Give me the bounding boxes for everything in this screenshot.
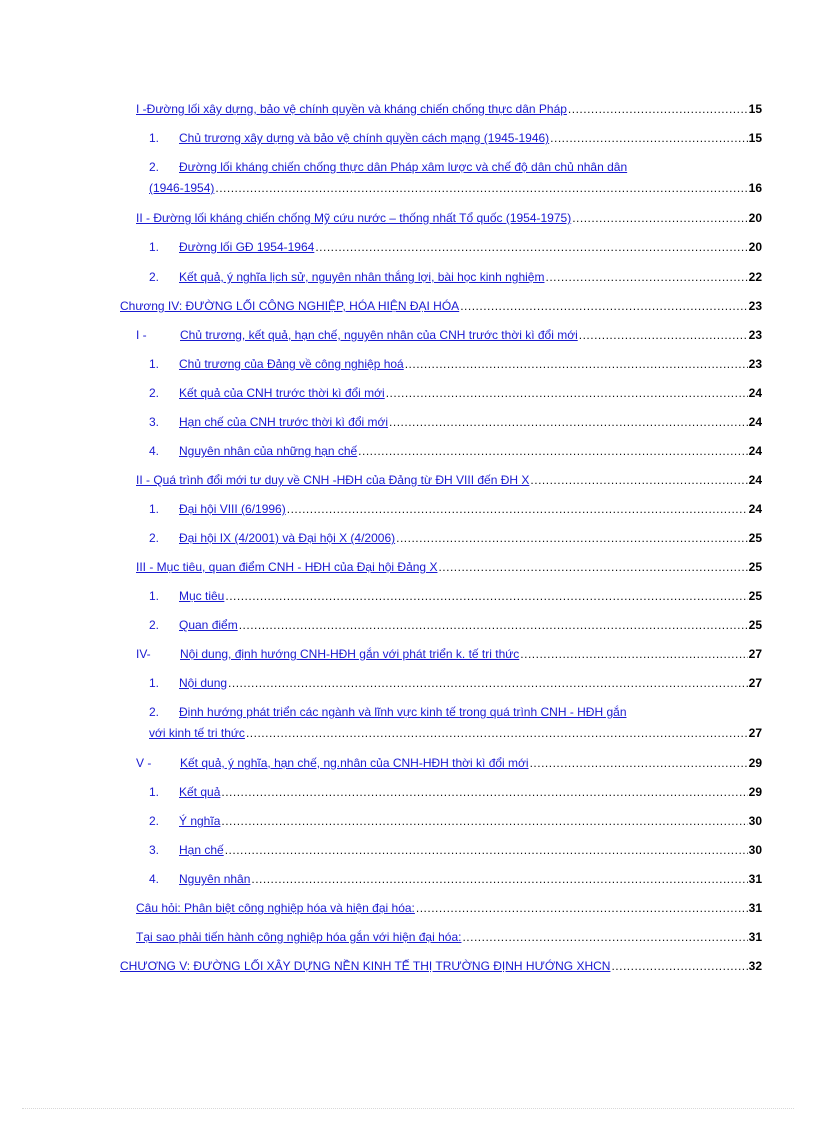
toc-entry-title: Ý nghĩa	[179, 814, 221, 828]
toc-entry-title: Nguyên nhân của những hạn chế	[179, 444, 358, 458]
toc-page-number: 25	[748, 560, 762, 574]
toc-entry-title: Hạn chế	[179, 843, 224, 857]
toc-entry-link[interactable]	[120, 959, 610, 973]
toc-page-number: 30	[748, 814, 762, 828]
toc-entry[interactable]	[120, 211, 762, 225]
toc-entry-title: Đại hội VIII (6/1996)	[179, 502, 286, 516]
toc-dot-leader	[438, 560, 747, 574]
toc-dot-leader	[221, 785, 747, 799]
toc-entry[interactable]	[120, 901, 762, 915]
toc-entry-title: Nội dung, định hướng CNH-HĐH gắn với phát triển k. tế tri thức	[180, 647, 520, 661]
toc-entry-link[interactable]	[149, 240, 314, 254]
toc-entry-title: Kết quả, ý nghĩa, hạn chế, ng.nhân của CNH-HĐH thời kì đổi mới	[180, 756, 529, 770]
toc-dot-leader	[416, 901, 748, 915]
toc-entry[interactable]	[120, 814, 762, 828]
toc-entry-number: 2.	[149, 270, 160, 284]
toc-dot-leader	[239, 618, 748, 632]
toc-entry-link-continued[interactable]	[149, 181, 214, 195]
page-footer-divider	[22, 1108, 794, 1109]
toc-page-number: 22	[748, 270, 762, 284]
toc-entry-number: 1.	[149, 240, 160, 254]
toc-entry-link[interactable]	[149, 676, 227, 690]
toc-entry-number: 2.	[149, 386, 160, 400]
toc-entry[interactable]	[120, 959, 762, 973]
toc-entry[interactable]	[120, 357, 762, 371]
toc-entry-title: CHƯƠNG V: ĐƯỜNG LỐI XÂY DỰNG NỀN KINH TẾ THỊ TRƯỜNG ĐỊNH HƯỚNG XHCN	[120, 959, 611, 973]
toc-dot-leader	[611, 959, 747, 973]
toc-dot-leader	[221, 814, 747, 828]
toc-entry[interactable]	[120, 160, 762, 195]
toc-entry-title-continued: (1946-1954)	[149, 181, 215, 195]
toc-entry-link[interactable]	[149, 589, 224, 603]
toc-dot-leader	[315, 240, 747, 254]
toc-entry-title: Đại hội IX (4/2001) và Đại hội X (4/2006)	[179, 531, 396, 545]
toc-entry-link[interactable]	[136, 560, 437, 574]
toc-entry-title: Định hướng phát triển các ngành và lĩnh vực kinh tế trong quá trình CNH - HĐH gắn	[179, 705, 627, 719]
toc-entry[interactable]	[120, 843, 762, 857]
toc-dot-leader	[396, 531, 748, 545]
toc-entry-link[interactable]	[136, 901, 415, 915]
toc-entry-link[interactable]	[149, 618, 238, 632]
toc-entry-link[interactable]	[149, 415, 388, 429]
toc-entry[interactable]	[120, 618, 762, 632]
toc-entry-number: 4.	[149, 872, 160, 886]
toc-entry-link[interactable]	[149, 502, 286, 516]
toc-page-number: 31	[748, 901, 762, 915]
toc-entry-number: 1.	[149, 676, 160, 690]
toc-entry-title: Chủ trương xây dựng và bảo vệ chính quyền cách mạng (1945-1946)	[179, 131, 550, 145]
toc-entry[interactable]	[120, 785, 762, 799]
toc-page-number: 20	[748, 240, 762, 254]
toc-entry-number: 4.	[149, 444, 160, 458]
toc-entry-title-continued: với kinh tế tri thức	[149, 726, 245, 740]
toc-page-number: 23	[748, 357, 762, 371]
toc-entry[interactable]	[120, 270, 762, 284]
toc-dot-leader	[462, 930, 747, 944]
toc-dot-leader	[520, 647, 747, 661]
toc-entry-link[interactable]	[149, 872, 250, 886]
toc-dot-leader	[579, 328, 748, 342]
toc-dot-leader	[568, 102, 748, 116]
toc-entry-number: 2.	[149, 618, 160, 632]
toc-page-number: 25	[748, 589, 762, 603]
toc-entry-link[interactable]	[136, 328, 578, 342]
toc-page-number: 32	[748, 959, 762, 973]
toc-dot-leader	[225, 589, 747, 603]
toc-page-number: 31	[748, 930, 762, 944]
toc-entry[interactable]	[120, 102, 762, 116]
toc-entry-title: Kết quả, ý nghĩa lịch sử, nguyên nhân thắng lợi, bài học kinh nghiệm	[179, 270, 545, 284]
toc-entry[interactable]	[120, 531, 762, 545]
toc-page-number: 16	[748, 181, 762, 195]
toc-page-number: 20	[748, 211, 762, 225]
toc-entry-title: Kết quả	[179, 785, 221, 799]
toc-entry[interactable]	[120, 415, 762, 429]
toc-entry-title: Chương IV: ĐƯỜNG LỐI CÔNG NGHIỆP, HÓA HIỆN ĐẠI HÓA	[120, 299, 460, 313]
toc-dot-leader	[405, 357, 748, 371]
toc-entry[interactable]	[120, 560, 762, 574]
toc-dot-leader	[530, 473, 747, 487]
toc-entry-number: IV-	[136, 647, 151, 661]
toc-entry-title: Nguyên nhân	[179, 872, 251, 886]
toc-entry[interactable]	[120, 473, 762, 487]
toc-page-number: 25	[748, 618, 762, 632]
toc-entry-title: Kết quả của CNH trước thời kì đổi mới	[179, 386, 385, 400]
toc-entry-link[interactable]	[136, 473, 529, 487]
toc-entry[interactable]	[120, 647, 762, 661]
toc-dot-leader	[389, 415, 748, 429]
toc-entry-number: 1.	[149, 131, 160, 145]
toc-page-number: 15	[748, 131, 762, 145]
toc-entry-number: I -	[136, 328, 147, 342]
toc-page-number: 25	[748, 531, 762, 545]
toc-entry-number: 2.	[149, 705, 160, 719]
toc-entry-link[interactable]	[149, 785, 220, 799]
toc-entry[interactable]	[120, 328, 762, 342]
toc-entry-number: V -	[136, 756, 152, 770]
toc-entry-number: 1.	[149, 357, 160, 371]
toc-entry-link[interactable]	[149, 357, 404, 371]
toc-page-number: 24	[748, 386, 762, 400]
toc-entry-link[interactable]	[149, 705, 627, 719]
toc-entry-title: Nội dung	[179, 676, 228, 690]
toc-page-number: 27	[748, 676, 762, 690]
toc-dot-leader	[228, 676, 748, 690]
toc-page-number: 23	[748, 299, 762, 313]
toc-entry-number: 1.	[149, 785, 160, 799]
toc-entry-title: III - Mục tiêu, quan điểm CNH - HĐH của Đại hội Đảng X	[136, 560, 438, 574]
toc-dot-leader	[246, 726, 748, 740]
toc-entry-title: Đường lối kháng chiến chống thực dân Pháp xâm lược và chế độ dân chủ nhân dân	[179, 160, 628, 174]
toc-dot-leader	[287, 502, 748, 516]
toc-entry-link[interactable]	[136, 756, 529, 770]
toc-entry-title: Mục tiêu	[179, 589, 225, 603]
toc-entry-number: 2.	[149, 160, 160, 174]
toc-entry-link[interactable]	[136, 930, 461, 944]
toc-entry-title: Chủ trương của Đảng về công nghiệp hoá	[179, 357, 404, 371]
toc-page-number: 24	[748, 473, 762, 487]
toc-entry[interactable]	[120, 872, 762, 886]
toc-page-number: 23	[748, 328, 762, 342]
toc-entry-link[interactable]	[149, 444, 357, 458]
toc-entry-title: I -Đường lối xây dựng, bảo vệ chính quyền và kháng chiến chống thực dân Pháp	[136, 102, 567, 116]
toc-entry-link[interactable]	[136, 211, 571, 225]
toc-entry-link[interactable]	[149, 270, 544, 284]
toc-entry[interactable]	[120, 930, 762, 944]
toc-entry-link[interactable]	[149, 531, 395, 545]
toc-entry-title: II - Quá trình đổi mới tư duy về CNH -HĐH của Đảng từ ĐH VIII đến ĐH X	[136, 473, 530, 487]
toc-entry-title: II - Đường lối kháng chiến chống Mỹ cứu nước – thống nhất Tổ quốc (1954-1975)	[136, 211, 572, 225]
toc-entry-number: 2.	[149, 531, 160, 545]
toc-page-number: 24	[748, 502, 762, 516]
toc-page-number: 15	[748, 102, 762, 116]
toc-entry[interactable]	[120, 676, 762, 690]
toc-entry-title: Chủ trương, kết quả, hạn chế, nguyên nhân của CNH trước thời kì đổi mới	[180, 328, 578, 342]
toc-entry-link[interactable]	[149, 131, 549, 145]
toc-entry[interactable]	[120, 502, 762, 516]
toc-page-number: 27	[748, 647, 762, 661]
toc-entry[interactable]	[120, 705, 762, 740]
toc-entry-number: 2.	[149, 814, 160, 828]
toc-entry[interactable]	[120, 240, 762, 254]
toc-entry[interactable]	[120, 444, 762, 458]
toc-dot-leader	[550, 131, 747, 145]
toc-page-number: 31	[748, 872, 762, 886]
toc-entry-link[interactable]	[149, 160, 627, 174]
toc-entry-link[interactable]	[120, 299, 459, 313]
toc-page-number: 29	[748, 756, 762, 770]
toc-dot-leader	[358, 444, 747, 458]
toc-page-number: 29	[748, 785, 762, 799]
toc-entry-title: Quan điểm	[179, 618, 238, 632]
toc-page-number: 30	[748, 843, 762, 857]
toc-page-number: 27	[748, 726, 762, 740]
toc-page-number: 24	[748, 444, 762, 458]
toc-entry-link[interactable]	[136, 102, 567, 116]
toc-entry-link[interactable]	[136, 647, 519, 661]
toc-page-number: 24	[748, 415, 762, 429]
toc-entry[interactable]	[120, 386, 762, 400]
toc-entry[interactable]	[120, 589, 762, 603]
toc-entry-number: 3.	[149, 843, 160, 857]
toc-entry-link[interactable]	[149, 814, 220, 828]
toc-entry-number: 1.	[149, 589, 160, 603]
toc-dot-leader	[572, 211, 747, 225]
toc-dot-leader	[251, 872, 747, 886]
toc-entry[interactable]	[120, 756, 762, 770]
toc-dot-leader	[225, 843, 748, 857]
toc-dot-leader	[386, 386, 748, 400]
toc-dot-leader	[530, 756, 748, 770]
toc-entry-number: 3.	[149, 415, 160, 429]
toc-dot-leader	[460, 299, 747, 313]
toc-entry-number: 1.	[149, 502, 160, 516]
toc-entry-link[interactable]	[149, 843, 224, 857]
toc-entry-title: Tại sao phải tiến hành công nghiệp hóa gắn với hiện đại hóa:	[136, 930, 462, 944]
toc-dot-leader	[215, 181, 747, 195]
toc-entry-title: Hạn chế của CNH trước thời kì đổi mới	[179, 415, 389, 429]
toc-dot-leader	[545, 270, 747, 284]
toc-entry[interactable]	[120, 131, 762, 145]
toc-entry-title: Đường lối GĐ 1954-1964	[179, 240, 315, 254]
toc-entry-link-continued[interactable]	[149, 726, 245, 740]
toc-entry-link[interactable]	[149, 386, 385, 400]
toc-entry[interactable]	[120, 299, 762, 313]
toc-entry-title: Câu hỏi: Phân biệt công nghiệp hóa và hiện đại hóa:	[136, 901, 415, 915]
